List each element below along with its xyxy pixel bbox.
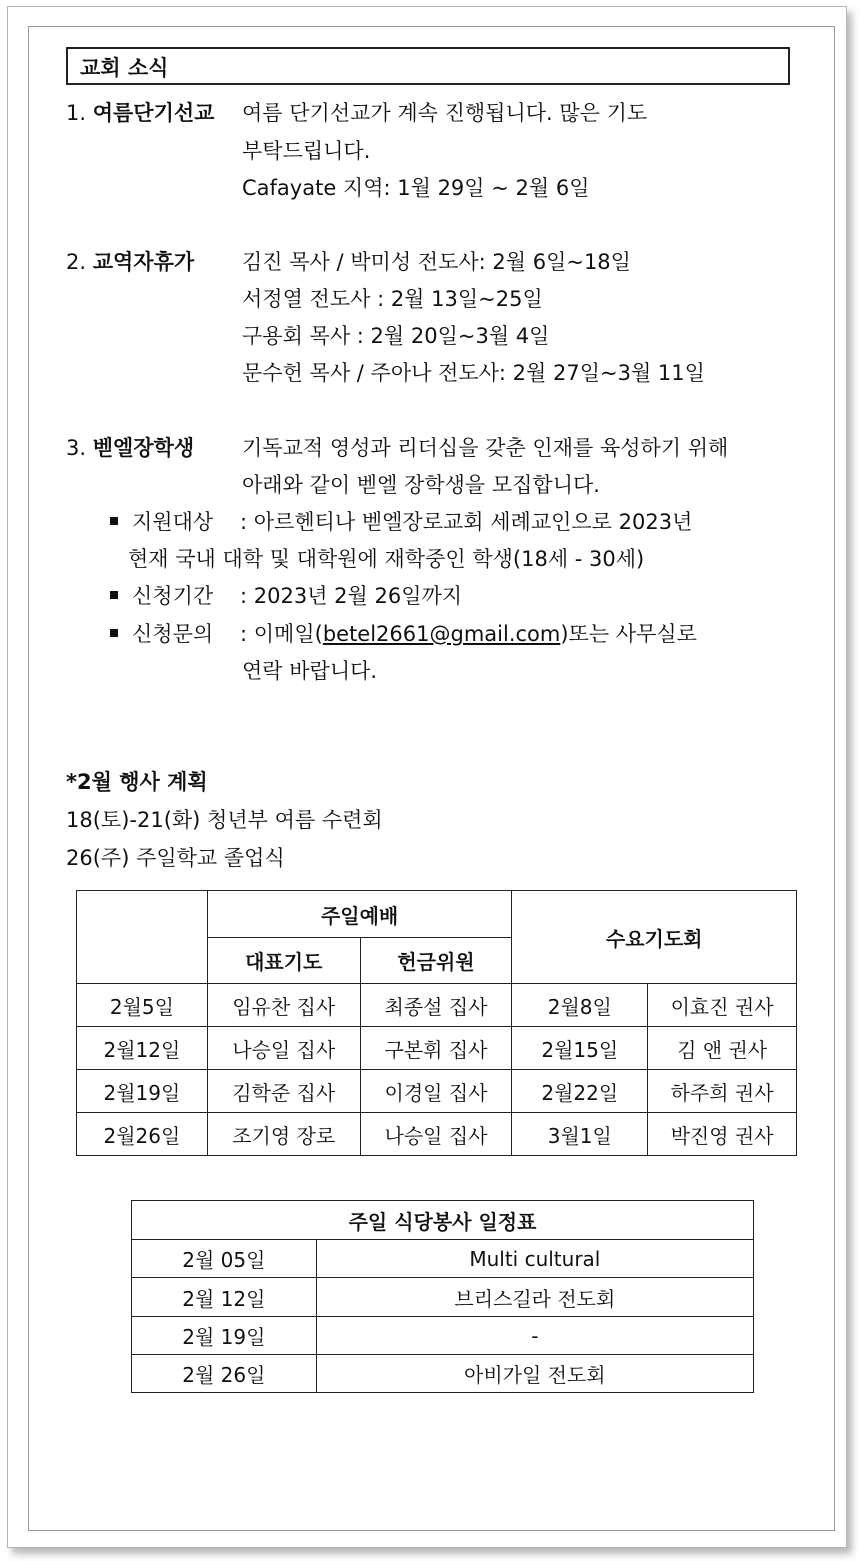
- bullet-square-icon: [110, 517, 118, 525]
- dining-date: 2월 26일: [132, 1355, 317, 1393]
- inquiry-suffix: )또는 사무실로: [560, 622, 697, 646]
- table-row: [77, 1027, 797, 1070]
- item1-number: 1.: [66, 101, 87, 125]
- wednesday-leader: 박진영 권사: [648, 1113, 797, 1156]
- offering-member: 구본휘 집사: [360, 1027, 512, 1070]
- table-row: [132, 1317, 754, 1355]
- item3-header: [66, 433, 194, 463]
- sunday-date: 2월5일: [77, 984, 208, 1027]
- item1-line-2: 부탁드립니다.: [242, 139, 371, 163]
- bullet-period: [110, 581, 213, 611]
- item1-header: [66, 98, 214, 128]
- dining-date: 2월 12일: [132, 1278, 317, 1317]
- prayer-rep: 조기영 장로: [207, 1113, 360, 1156]
- offering-member: 최종설 집사: [360, 984, 512, 1027]
- dining-group: 아비가일 전도회: [316, 1355, 753, 1393]
- item2-line-1: 김진 목사 / 박미성 전도사: 2월 6일~18일: [242, 250, 631, 274]
- table-row: [132, 1278, 754, 1317]
- sunday-date: 2월26일: [77, 1113, 208, 1156]
- period-text: : 2023년 2월 26일까지: [240, 584, 463, 608]
- dining-date: 2월 05일: [132, 1240, 317, 1278]
- item1-line-3: Cafayate 지역: 1월 29일 ~ 2월 6일: [242, 176, 590, 200]
- dining-group: Multi cultural: [316, 1240, 753, 1278]
- dining-date: 2월 19일: [132, 1317, 317, 1355]
- item2-line-4: 문수헌 목사 / 주아나 전도사: 2월 27일~3월 11일: [242, 361, 705, 385]
- inquiry-cont: 연락 바랍니다.: [242, 659, 378, 683]
- dining-service-table: [131, 1200, 754, 1393]
- prayer-rep-header: 대표기도: [207, 938, 360, 984]
- item2-title: 교역자휴가: [92, 250, 195, 274]
- dining-group: -: [316, 1317, 753, 1355]
- target-cont: 현재 국내 대학 및 대학원에 재학중인 학생(18세 - 30세): [128, 547, 645, 571]
- dining-table-title: 주일 식당봉사 일정표: [132, 1201, 754, 1240]
- table-row: [77, 1113, 797, 1156]
- item1-line-1: 여름 단기선교가 계속 진행됩니다. 많은 기도: [242, 101, 648, 125]
- inquiry-text: [240, 619, 697, 649]
- item2-number: 2.: [66, 250, 87, 274]
- wednesday-leader: 하주희 권사: [648, 1070, 797, 1113]
- table-row: [132, 1355, 754, 1393]
- bullet-square-icon: [110, 591, 118, 599]
- offering-header: 헌금위원: [360, 938, 512, 984]
- email-link[interactable]: betel2661@gmail.com: [322, 622, 561, 646]
- item2-line-3: 구용회 목사 : 2월 20일~3월 4일: [242, 324, 550, 348]
- inquiry-label: 신청문의: [132, 622, 214, 646]
- target-label: 지원대상: [132, 510, 214, 534]
- offering-member: 나승일 집사: [360, 1113, 512, 1156]
- prayer-rep: 임유찬 집사: [207, 984, 360, 1027]
- sunday-service-header: 주일예배: [207, 891, 512, 938]
- table-row: [77, 984, 797, 1027]
- worship-schedule-table: [76, 890, 797, 1156]
- sunday-date: 2월19일: [77, 1070, 208, 1113]
- wednesday-date: 2월15일: [512, 1027, 648, 1070]
- event-line-1: 18(토)-21(화) 청년부 여름 수련회: [66, 808, 383, 832]
- bullet-square-icon: [110, 629, 118, 637]
- item3-title: 벧엘장학생: [92, 436, 195, 460]
- target-text: : 아르헨티나 벧엘장로교회 세례교인으로 2023년: [240, 510, 693, 534]
- event-line-2: 26(주) 주일학교 졸업식: [66, 846, 285, 870]
- wednesday-date: 2월22일: [512, 1070, 648, 1113]
- wednesday-date: 2월8일: [512, 984, 648, 1027]
- dining-group: 브리스길라 전도회: [316, 1278, 753, 1317]
- table-row: [132, 1240, 754, 1278]
- item3-number: 3.: [66, 436, 87, 460]
- inquiry-prefix: : 이메일(: [240, 622, 323, 646]
- wednesday-leader: 이효진 권사: [648, 984, 797, 1027]
- bullet-inquiry: [110, 619, 213, 649]
- prayer-rep: 김학준 집사: [207, 1070, 360, 1113]
- item3-line-2: 아래와 같이 벧엘 장학생을 모집합니다.: [242, 473, 600, 497]
- period-label: 신청기간: [132, 584, 214, 608]
- wednesday-leader: 김 앤 권사: [648, 1027, 797, 1070]
- offering-member: 이경일 집사: [360, 1070, 512, 1113]
- wednesday-date: 3월1일: [512, 1113, 648, 1156]
- item1-title: 여름단기선교: [92, 101, 215, 125]
- church-news-heading: 교회 소식: [66, 47, 790, 85]
- events-title: *2월 행사 계획: [66, 770, 208, 794]
- item2-line-2: 서정열 전도사 : 2월 13일~25일: [242, 287, 543, 311]
- bullet-target: [110, 507, 213, 537]
- item3-line-1: 기독교적 영성과 리더십을 갖춘 인재를 육성하기 위해: [242, 436, 729, 460]
- sunday-date: 2월12일: [77, 1027, 208, 1070]
- prayer-rep: 나승일 집사: [207, 1027, 360, 1070]
- item2-header: [66, 247, 194, 277]
- table-row: [77, 1070, 797, 1113]
- wednesday-prayer-header: 수요기도회: [512, 891, 797, 984]
- table-corner-cell: [77, 891, 208, 984]
